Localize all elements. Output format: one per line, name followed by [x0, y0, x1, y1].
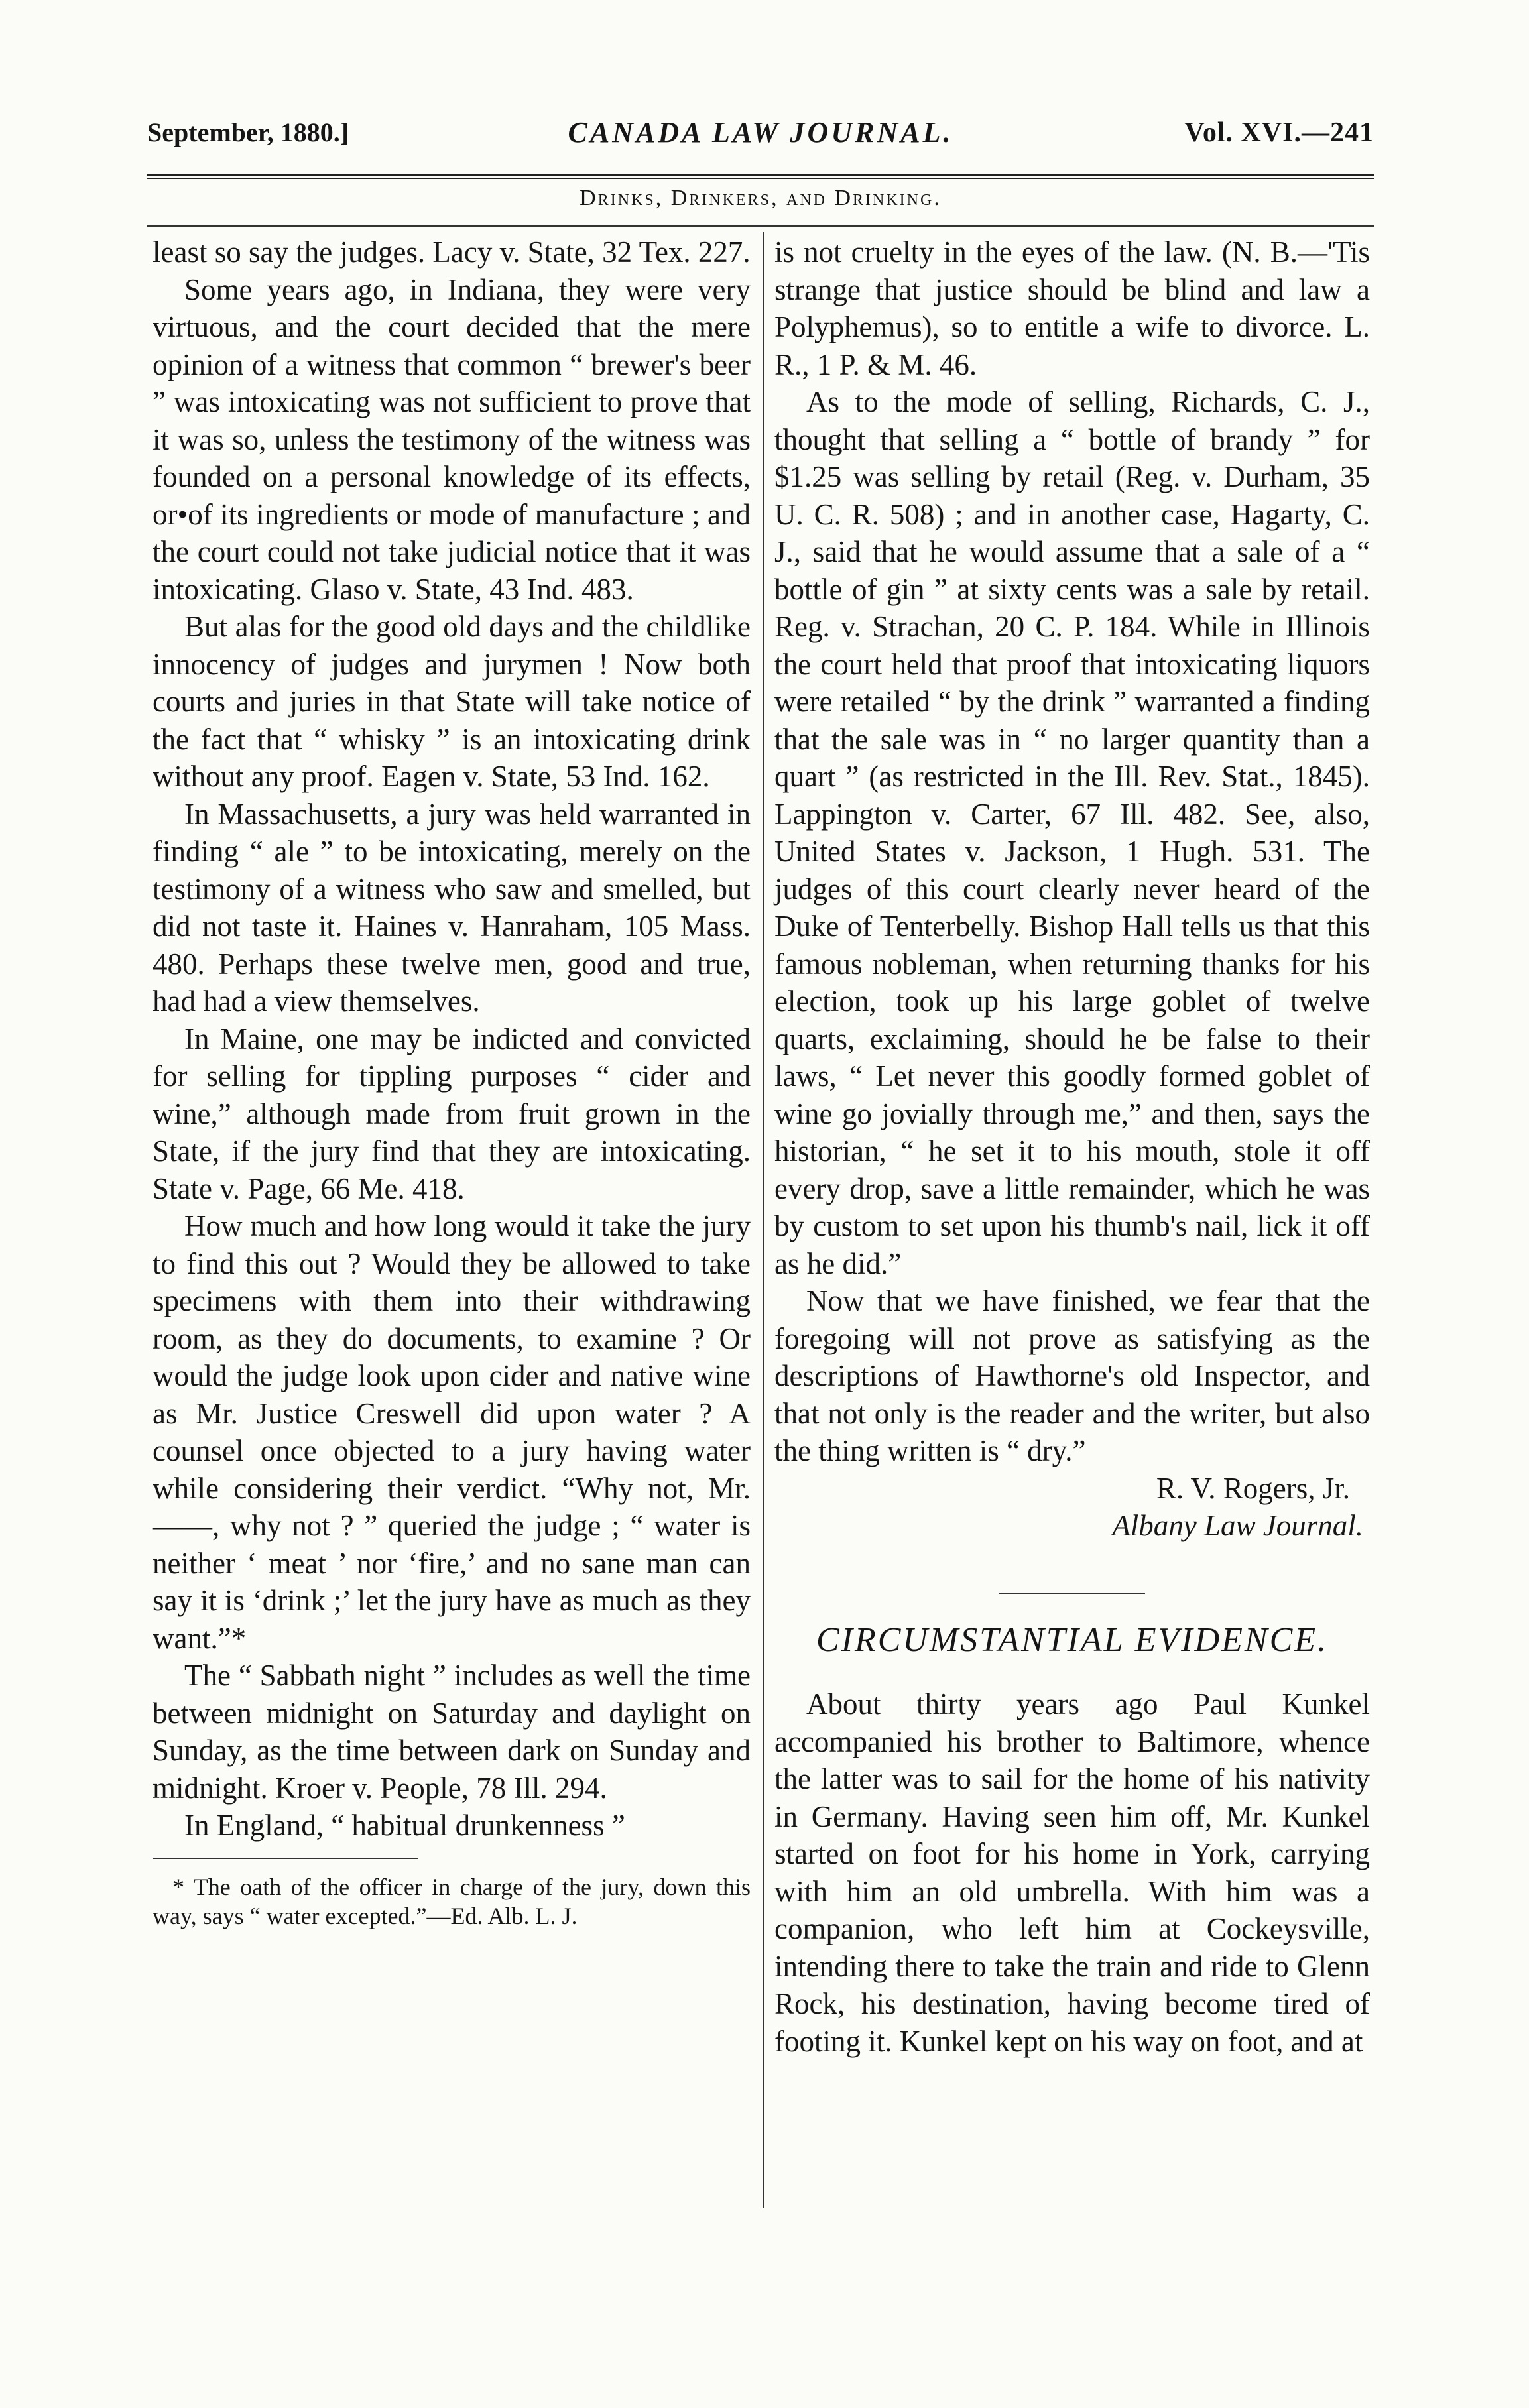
right-column [774, 233, 1370, 2060]
footnote: * The oath of the officer in charge of the jury, down this way, says “ water excepted.”—Ed. Alb. L. J. [153, 1873, 751, 1929]
source-attribution: Albany Law Journal. [1112, 1509, 1363, 1542]
paragraph: In England, “ habitual drunkenness ” [184, 1809, 625, 1842]
paragraph: is not cruelty in the eyes of the law. (N. B.—'Tis strange that justice should be blind and law a Polyphemus), so to entitle a wife to divorce. L. R., 1 P. & M. 46. [774, 235, 1370, 381]
journal-title: CANADA LAW JOURNAL. [568, 116, 953, 149]
left-column [153, 233, 751, 1931]
article-separator [999, 1593, 1145, 1594]
running-head [147, 111, 1374, 158]
paragraph: Some years ago, in Indiana, they were very virtuous, and the court decided that the mere opinion of a witness that common “ brewer's beer ” was intoxicating was not sufficient to prove that it was so, unless the testimony of the witness was founded on a personal knowledge of its effects, or•of its ingredients or mode of manufacture ; and the court could not take judicial notice that it was intoxicating. Glaso v. State, 43 Ind. 483. [153, 272, 751, 606]
paragraph: least so say the judges. Lacy v. State, 32 Tex. 227. [153, 235, 751, 269]
author-signature: R. V. Rogers, Jr. [1156, 1471, 1350, 1505]
header-rule-thin [147, 178, 1374, 179]
paragraph: As to the mode of selling, Richards, C. J., thought that selling a “ bottle of brandy ” for $1.25 was selling by retail (Reg. v. Durham, 35 U. C. R. 508) ; and in another case, Hagarty, C. J., said that he would assume that a sale of a “ bottle of gin ” at sixty cents was a sale by retail. Reg. v. Strachan, 20 C. P. 184. While in Illinois the court held that proof that intoxicating liquors were retailed “ by the drink ” warranted a finding that the sale was in “ no larger quantity than a quart ” (as restricted in the Ill. Rev. Stat., 1845). Lappington v. Carter, 67 Ill. 482. See, also, United States v. Jackson, 1 Hugh. 531. The judges of this court clearly never heard of the Duke of Tenterbelly. Bishop Hall tells us that this famous nobleman, when returning thanks for his election, took up his large goblet of twelve quarts, exclaiming, should he be false to their laws, “ Let never this goodly formed goblet of wine go jovially through me,” and then, says the historian, “ he set it to his mouth, stole it off every drop, save a little remainder, which he was by custom to set upon his thumb's nail, lick it off as he did.” [774, 385, 1370, 1280]
article-title: CIRCUMSTANTIAL EVIDENCE. [816, 1620, 1329, 1659]
paragraph: The “ Sabbath night ” includes as well the time between midnight on Saturday and daylight on Sunday, as the time between dark on Sunday and midnight. Kroer v. People, 78 Ill. 294. [153, 1659, 751, 1805]
section-rule [147, 225, 1374, 227]
paragraph: In Massachusetts, a jury was held warranted in finding “ ale ” to be intoxicating, merely on the testimony of a witness who saw and smelled, but did not taste it. Haines v. Hanraham, 105 Mass. 480. Perhaps these twelve men, good and true, had had a view themselves. [153, 797, 751, 1018]
paragraph: In Maine, one may be indicted and convicted for selling for tippling purposes “ cider and wine,” although made from fruit grown in the State, if the jury find that they are intoxicating. State v. Page, 66 Me. 418. [153, 1022, 751, 1205]
header-rule-thick [147, 174, 1374, 176]
column-divider [763, 232, 764, 2208]
header-date: September, 1880.] [147, 117, 349, 147]
paragraph: About thirty years ago Paul Kunkel accompanied his brother to Baltimore, whence the latter was to sail for the home of his nativity in Germany. Having seen him off, Mr. Kunkel started on foot for his home in York, carrying with him an old umbrella. With him was a companion, who left him at Cockeysville, intending there to take the train and ride to Glenn Rock, his destination, having become tired of footing it. Kunkel kept on his way on foot, and at [774, 1687, 1370, 2058]
volume-page: Vol. XVI.—241 [1184, 117, 1374, 148]
paragraph: Now that we have finished, we fear that the foregoing will not prove as satisfying as the descriptions of Hawthorne's old Inspector, and that not only is the reader and the writer, but also the thing written is “ dry.” [774, 1284, 1370, 1467]
footnote-rule [153, 1858, 418, 1859]
paragraph: But alas for the good old days and the childlike innocency of judges and jurymen ! Now both courts and juries in that State will take notice of the fact that “ whisky ” is an intoxicating drink without any proof. Eagen v. State, 53 Ind. 162. [153, 610, 751, 793]
section-title: Drinks, Drinkers, and Drinking. [580, 186, 942, 210]
paragraph: How much and how long would it take the jury to find this out ? Would they be allowed to take specimens with them into their withdrawing room, as they do documents, to examine ? Or would the judge look upon cider and native wine as Mr. Justice Creswell did upon water ? A counsel once objected to a jury having water while considering their verdict. “Why not, Mr.——, why not ? ” queried the judge ; “ water is neither ‘ meat ’ nor ‘fire,’ and no sane man can say it is ‘drink ;’ let the jury have as much as they want.”* [153, 1209, 751, 1655]
